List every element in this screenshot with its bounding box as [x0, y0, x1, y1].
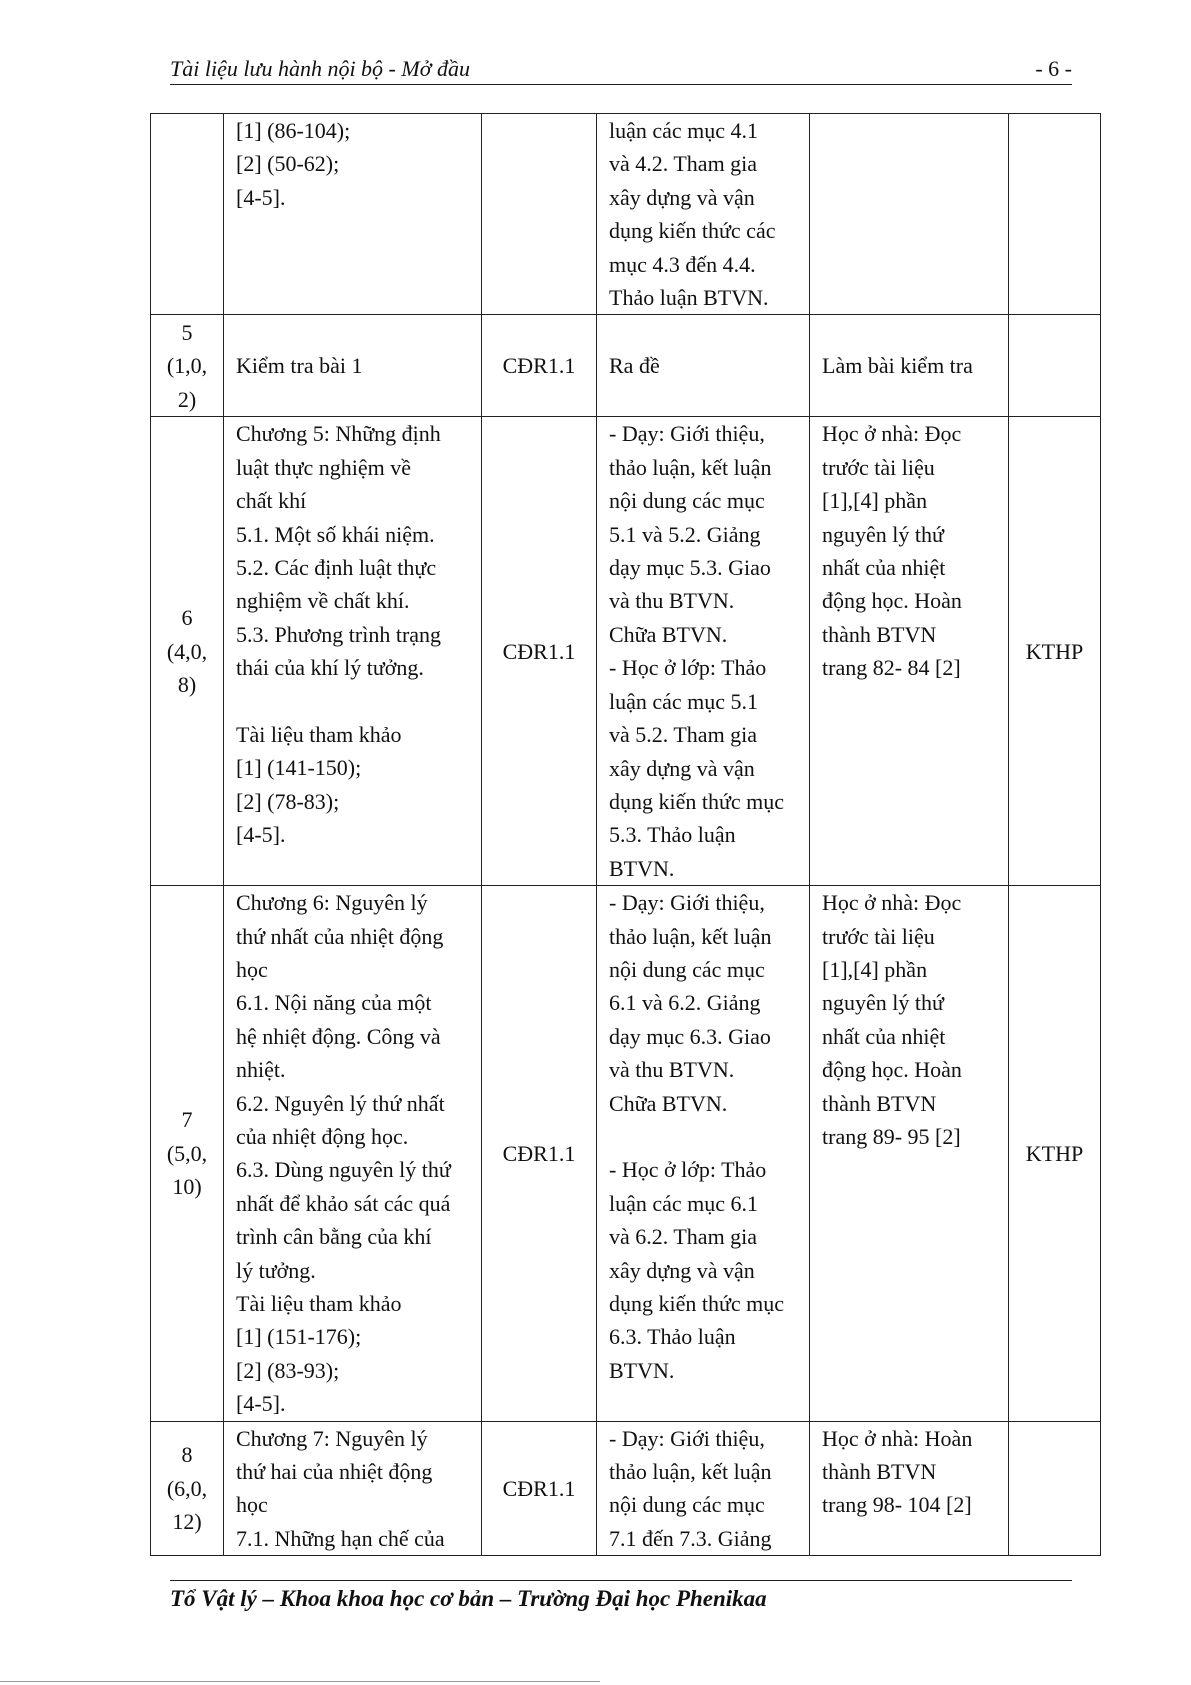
cell-line: nguyên lý thứ: [822, 990, 944, 1016]
cell-line: [4-5].: [236, 184, 286, 210]
cell-line: luận các mục 4.1: [609, 118, 759, 143]
header-rule: [170, 84, 1072, 85]
cell-line: 7.1 đến 7.3. Giảng: [609, 1525, 772, 1551]
cell-line: 6.1. Nội năng của một: [236, 990, 432, 1016]
self-study-cell: [810, 417, 1009, 886]
cell-line: và thu BTVN.: [609, 588, 735, 614]
cell-line: nghiệm về chất khí.: [236, 588, 410, 614]
self-study-cell: [810, 114, 1009, 315]
cell-line: hệ nhiệt động. Công và: [236, 1023, 441, 1049]
cell-line: [1],[4] phần: [822, 956, 928, 982]
cell-line: học: [236, 956, 268, 982]
cell-line: 8): [177, 671, 197, 697]
cell-line: xây dựng và vận: [609, 755, 755, 781]
cell-line: BTVN.: [609, 1357, 675, 1383]
cell-line: (4,0,: [166, 638, 208, 664]
cell-line: 5.1. Một số khái niệm.: [236, 521, 435, 547]
page-edge-rule: [0, 1681, 600, 1682]
table-row: [151, 886, 1101, 1422]
cell-line: Chương 6: Nguyên lý: [236, 890, 428, 916]
cell-line: dạy mục 6.3. Giao: [609, 1023, 771, 1049]
cell-line: [1] (86-104);: [236, 118, 351, 143]
page-header: [170, 52, 1072, 84]
cell-line: - Học ở lớp: Thảo: [609, 1157, 767, 1183]
cell-line: 6.2. Nguyên lý thứ nhất: [236, 1090, 445, 1116]
cell-line: - Dạy: Giới thiệu,: [609, 1425, 765, 1451]
evaluation-cell: [1009, 315, 1101, 417]
cell-line: Chữa BTVN.: [609, 1090, 728, 1116]
cell-line: nội dung các mục: [609, 488, 765, 514]
cell-line: BTVN.: [609, 855, 675, 881]
cell-line: thảo luận, kết luận: [609, 1459, 772, 1485]
cell-line: [609, 1120, 801, 1153]
cell-line: Học ở nhà: Đọc: [822, 421, 962, 447]
cell-line: trang 98- 104 [2]: [822, 1492, 972, 1518]
cell-line: [2] (78-83);: [236, 788, 340, 814]
cell-line: và thu BTVN.: [609, 1057, 735, 1083]
cell-line: trang 89- 95 [2]: [822, 1123, 961, 1149]
cell-line: 2): [177, 386, 197, 412]
cell-line: và 4.2. Tham gia: [609, 151, 758, 177]
cell-line: thái của khí lý tưởng.: [236, 655, 424, 681]
cell-line: [1] (151-176);: [236, 1324, 362, 1350]
cell-line: dụng kiến thức các: [609, 218, 776, 244]
cell-line: nguyên lý thứ: [822, 521, 944, 547]
self-study-cell: [810, 886, 1009, 1422]
cell-line: và 6.2. Tham gia: [609, 1224, 758, 1250]
content-cell: [224, 886, 482, 1422]
cell-line: [4-5].: [236, 1391, 286, 1417]
cell-line: 5.2. Các định luật thực: [236, 555, 437, 581]
cell-line: thành BTVN: [822, 1090, 937, 1116]
cell-line: - Học ở lớp: Thảo: [609, 655, 767, 681]
cell-line: [236, 685, 473, 718]
cdr-cell: CĐR1.1: [482, 1421, 597, 1556]
cell-line: chất khí: [236, 488, 307, 514]
cell-line: (6,0,: [166, 1475, 208, 1501]
week-cell: [151, 1421, 224, 1556]
cell-line: dụng kiến thức mục: [609, 1290, 785, 1316]
cell-line: 6.3. Thảo luận: [609, 1324, 736, 1350]
page-footer: Tổ Vật lý – Khoa khoa học cơ bản – Trường Đại học Phenikaa: [170, 1586, 767, 1611]
cdr-cell: CĐR1.1: [482, 417, 597, 886]
cell-line: Tài liệu tham khảo: [236, 1291, 402, 1316]
cell-line: [4-5].: [236, 822, 286, 848]
cell-line: xây dựng và vận: [609, 184, 755, 210]
cell-line: nội dung các mục: [609, 956, 765, 982]
cell-line: 5.3. Thảo luận: [609, 822, 736, 848]
cell-line: Làm bài kiểm tra: [822, 353, 973, 379]
evaluation-cell: [1009, 1421, 1101, 1556]
cell-line: 5.3. Phương trình trạng: [236, 621, 442, 647]
table-row: [151, 1421, 1101, 1556]
cell-line: trước tài liệu: [822, 454, 935, 480]
cell-line: 5: [181, 319, 193, 345]
cell-line: nhiệt.: [236, 1057, 286, 1083]
cell-line: của nhiệt động học.: [236, 1123, 409, 1149]
cell-line: 8: [181, 1442, 193, 1468]
cell-line: trước tài liệu: [822, 923, 935, 949]
teaching-cell: [597, 417, 810, 886]
cell-line: động học. Hoàn: [822, 1057, 962, 1083]
cell-line: luật thực nghiệm về: [236, 454, 412, 480]
table-row: [151, 417, 1101, 886]
cell-line: Tài liệu tham khảo: [236, 722, 402, 748]
content-cell: [224, 315, 482, 417]
cell-line: luận các mục 5.1: [609, 688, 759, 714]
cell-line: Chữa BTVN.: [609, 621, 728, 647]
cell-line: luận các mục 6.1: [609, 1190, 759, 1216]
header-title: Tài liệu lưu hành nội bộ - Mở đầu: [170, 56, 470, 81]
cell-line: 10): [172, 1174, 202, 1200]
self-study-cell: [810, 1421, 1009, 1556]
self-study-cell: [810, 315, 1009, 417]
cell-line: 5.1 và 5.2. Giảng: [609, 521, 761, 547]
cell-line: - Dạy: Giới thiệu,: [609, 421, 765, 447]
cell-line: học: [236, 1492, 268, 1518]
cell-line: (5,0,: [166, 1140, 208, 1166]
cell-line: dụng kiến thức mục: [609, 788, 785, 814]
week-cell: [151, 886, 224, 1422]
cell-line: thảo luận, kết luận: [609, 454, 772, 480]
teaching-cell: [597, 315, 810, 417]
evaluation-cell: KTHP: [1009, 417, 1101, 886]
week-cell: [151, 417, 224, 886]
page-number: - 6 -: [1035, 56, 1072, 81]
cell-line: mục 4.3 đến 4.4.: [609, 251, 756, 277]
cell-line: 6: [181, 605, 193, 631]
cell-line: nhất để khảo sát các quá: [236, 1190, 451, 1216]
cell-line: 7.1. Những hạn chế của: [236, 1525, 445, 1551]
cell-line: Học ở nhà: Hoàn: [822, 1425, 973, 1451]
cell-line: 6.3. Dùng nguyên lý thứ: [236, 1157, 451, 1183]
schedule-table: [150, 113, 1101, 1556]
cell-line: [2] (50-62);: [236, 151, 340, 177]
evaluation-cell: KTHP: [1009, 886, 1101, 1422]
cdr-cell: CĐR1.1: [482, 886, 597, 1422]
cell-line: Chương 5: Những định: [236, 421, 441, 447]
cell-line: thành BTVN: [822, 621, 937, 647]
cell-line: Thảo luận BTVN.: [609, 285, 769, 311]
cell-line: 7: [181, 1107, 193, 1133]
cell-line: [1] (141-150);: [236, 755, 362, 781]
cell-line: thứ nhất của nhiệt động: [236, 923, 444, 949]
cell-line: Kiểm tra bài 1: [236, 353, 363, 379]
cell-line: Chương 7: Nguyên lý: [236, 1425, 428, 1451]
cell-line: 12): [172, 1509, 202, 1535]
cell-line: lý tưởng.: [236, 1257, 316, 1283]
footer-rule: [170, 1580, 1072, 1581]
cdr-cell: CĐR1.1: [482, 315, 597, 417]
cell-line: thảo luận, kết luận: [609, 923, 772, 949]
teaching-cell: [597, 114, 810, 315]
cell-line: [1],[4] phần: [822, 488, 928, 514]
cell-line: Học ở nhà: Đọc: [822, 890, 962, 916]
cell-line: nội dung các mục: [609, 1492, 765, 1518]
cell-line: nhất của nhiệt: [822, 555, 946, 581]
cell-line: động học. Hoàn: [822, 588, 962, 614]
content-cell: [224, 1421, 482, 1556]
cell-line: dạy mục 5.3. Giao: [609, 555, 771, 581]
week-cell: [151, 114, 224, 315]
cell-line: (1,0,: [166, 353, 208, 379]
cell-line: 6.1 và 6.2. Giảng: [609, 990, 761, 1016]
table-row: [151, 114, 1101, 315]
content-cell: [224, 114, 482, 315]
week-cell: [151, 315, 224, 417]
cell-line: thành BTVN: [822, 1459, 937, 1485]
cell-line: trang 82- 84 [2]: [822, 655, 961, 681]
cell-line: xây dựng và vận: [609, 1257, 755, 1283]
table-row: [151, 315, 1101, 417]
cell-line: nhất của nhiệt: [822, 1023, 946, 1049]
cell-line: - Dạy: Giới thiệu,: [609, 890, 765, 916]
teaching-cell: [597, 1421, 810, 1556]
evaluation-cell: [1009, 114, 1101, 315]
cdr-cell: [482, 114, 597, 315]
teaching-cell: [597, 886, 810, 1422]
cell-line: trình cân bằng của khí: [236, 1224, 432, 1250]
cell-line: và 5.2. Tham gia: [609, 722, 758, 748]
cell-line: thứ hai của nhiệt động: [236, 1459, 433, 1485]
cell-line: [2] (83-93);: [236, 1357, 340, 1383]
cell-line: Ra đề: [609, 353, 660, 379]
content-cell: [224, 417, 482, 886]
